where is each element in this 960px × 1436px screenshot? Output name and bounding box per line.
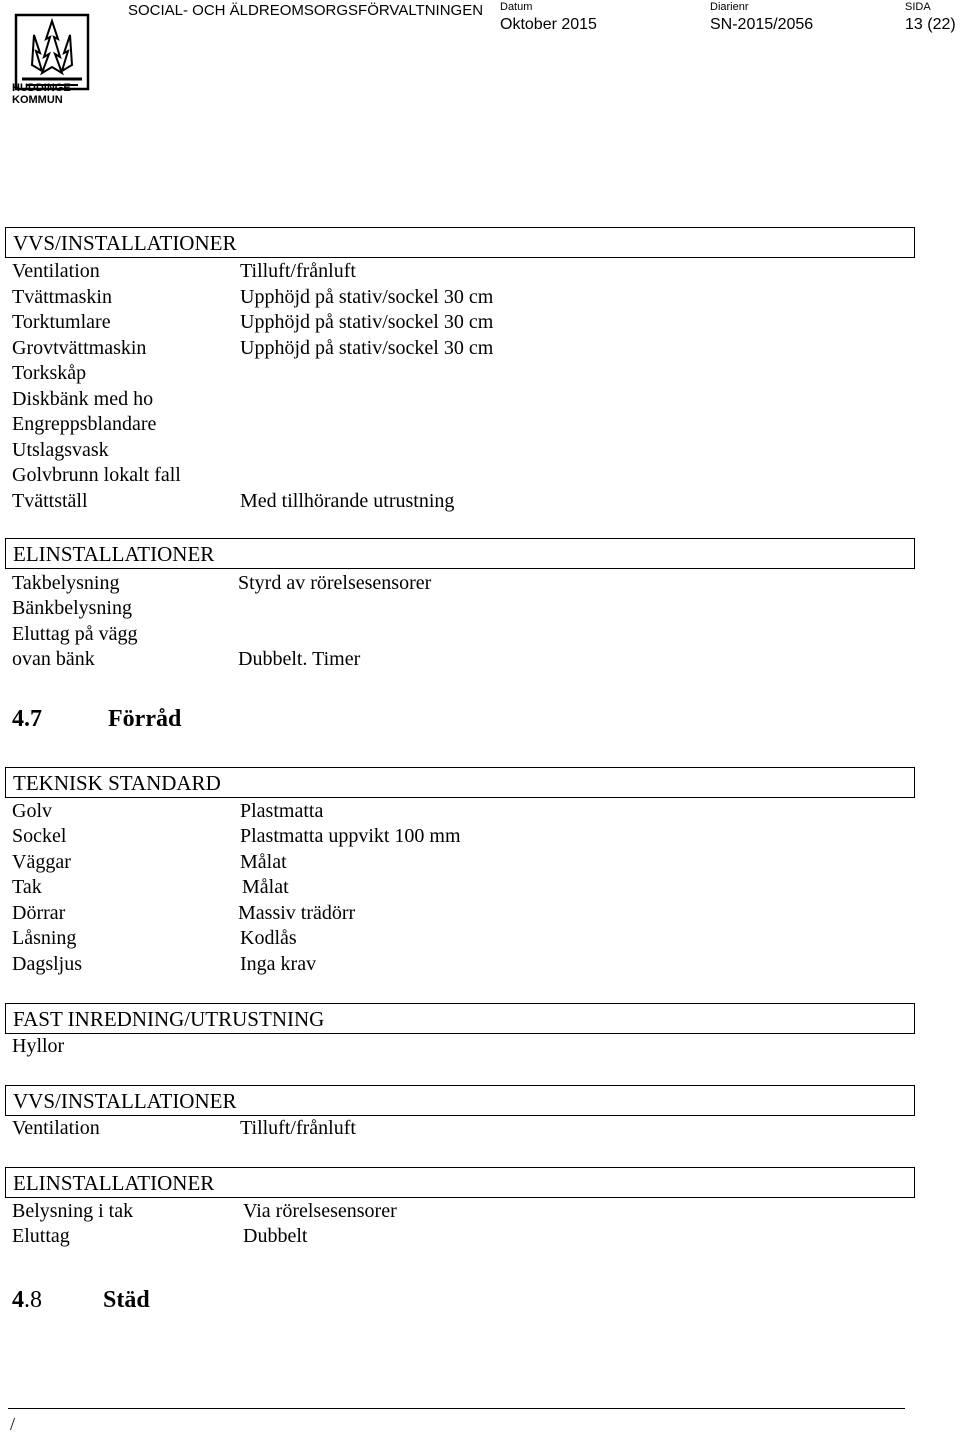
row-spec: Tilluft/frånluft xyxy=(240,260,356,282)
row-item: Tvättmaskin xyxy=(12,286,112,308)
row-spec: Inga krav xyxy=(240,953,317,975)
section-title: Förråd xyxy=(108,706,182,732)
row-item: ovan bänk xyxy=(12,648,95,670)
logo-text-line1: HUDDINGE xyxy=(12,82,71,94)
logo-text-line2: KOMMUN xyxy=(12,94,63,106)
row-item: Golvbrunn lokalt fall xyxy=(12,464,181,486)
row-spec: Upphöjd på stativ/sockel 30 cm xyxy=(240,286,494,308)
row-item: Torktumlare xyxy=(12,311,111,333)
section-heading-el xyxy=(5,538,915,569)
section-number-rest: .8 xyxy=(24,1287,42,1313)
section-heading-text: TEKNISK STANDARD xyxy=(13,771,221,795)
diarienr-label: Diarienr xyxy=(710,1,749,13)
row-item: Diskbänk med ho xyxy=(12,388,154,410)
row-item: Engreppsblandare xyxy=(12,413,157,435)
row-item: Låsning xyxy=(12,927,77,949)
row-spec: Plastmatta uppvikt 100 mm xyxy=(240,825,461,847)
row-spec: Tilluft/frånluft xyxy=(240,1117,356,1139)
section-number-bold: 4 xyxy=(12,1287,24,1313)
section-number: 4.7 xyxy=(12,706,42,732)
row-item: Utslagsvask xyxy=(12,439,109,461)
section-number xyxy=(12,1286,42,1314)
row-spec: Målat xyxy=(242,876,289,898)
section-heading-teknisk xyxy=(5,767,915,798)
section-heading-text: FAST INREDNING/UTRUSTNING xyxy=(13,1007,325,1031)
date-label: Datum xyxy=(500,1,533,13)
footer-divider xyxy=(8,1408,905,1409)
row-item: Torkskåp xyxy=(12,362,87,384)
row-item: Väggar xyxy=(12,851,71,873)
page-number: 13 (22) xyxy=(905,16,956,33)
date-value: Oktober 2015 xyxy=(500,16,597,33)
row-item: Dagsljus xyxy=(12,953,82,975)
section-heading-text: VVS/INSTALLATIONER xyxy=(13,1089,237,1113)
row-spec: Dubbelt xyxy=(243,1225,308,1247)
row-spec: Via rörelsesensorer xyxy=(243,1200,397,1222)
row-item: Golv xyxy=(12,800,52,822)
row-item: Bänkbelysning xyxy=(12,597,132,619)
row-item: Ventilation xyxy=(12,260,100,282)
row-spec: Plastmatta xyxy=(240,800,324,822)
section-heading-vvs xyxy=(5,1085,915,1116)
section-heading-text: ELINSTALLATIONER xyxy=(13,542,215,566)
row-spec: Kodlås xyxy=(240,927,297,949)
row-item: Grovtvättmaskin xyxy=(12,337,147,359)
page-label: SIDA xyxy=(905,1,931,13)
row-item: Tvättställ xyxy=(12,490,88,512)
row-item: Hyllor xyxy=(12,1035,65,1057)
row-spec: Upphöjd på stativ/sockel 30 cm xyxy=(240,311,494,333)
section-heading-el xyxy=(5,1167,915,1198)
row-spec: Med tillhörande utrustning xyxy=(240,490,455,512)
row-item: Takbelysning xyxy=(12,572,120,594)
diarienr-value: SN-2015/2056 xyxy=(710,16,814,33)
row-item: Sockel xyxy=(12,825,67,847)
section-heading-text: ELINSTALLATIONER xyxy=(13,1171,215,1195)
footer-mark: / xyxy=(10,1414,16,1434)
section-heading-vvs xyxy=(5,227,915,258)
row-spec: Målat xyxy=(240,851,287,873)
row-item: Dörrar xyxy=(12,902,66,924)
section-heading-fast-inredning xyxy=(5,1003,915,1034)
row-item: Tak xyxy=(12,876,42,898)
row-spec: Styrd av rörelsesensorer xyxy=(238,572,432,594)
row-item: Eluttag xyxy=(12,1225,70,1247)
row-spec: Dubbelt. Timer xyxy=(238,648,361,670)
row-spec: Massiv trädörr xyxy=(238,902,356,924)
row-item: Eluttag på vägg xyxy=(12,623,138,645)
row-item: Ventilation xyxy=(12,1117,100,1139)
section-title: Städ xyxy=(103,1287,150,1313)
row-spec: Upphöjd på stativ/sockel 30 cm xyxy=(240,337,494,359)
department-name: SOCIAL- OCH ÄLDREOMSORGSFÖRVALTNINGEN xyxy=(128,2,484,19)
row-item: Belysning i tak xyxy=(12,1200,134,1222)
section-heading-text: VVS/INSTALLATIONER xyxy=(13,231,237,255)
